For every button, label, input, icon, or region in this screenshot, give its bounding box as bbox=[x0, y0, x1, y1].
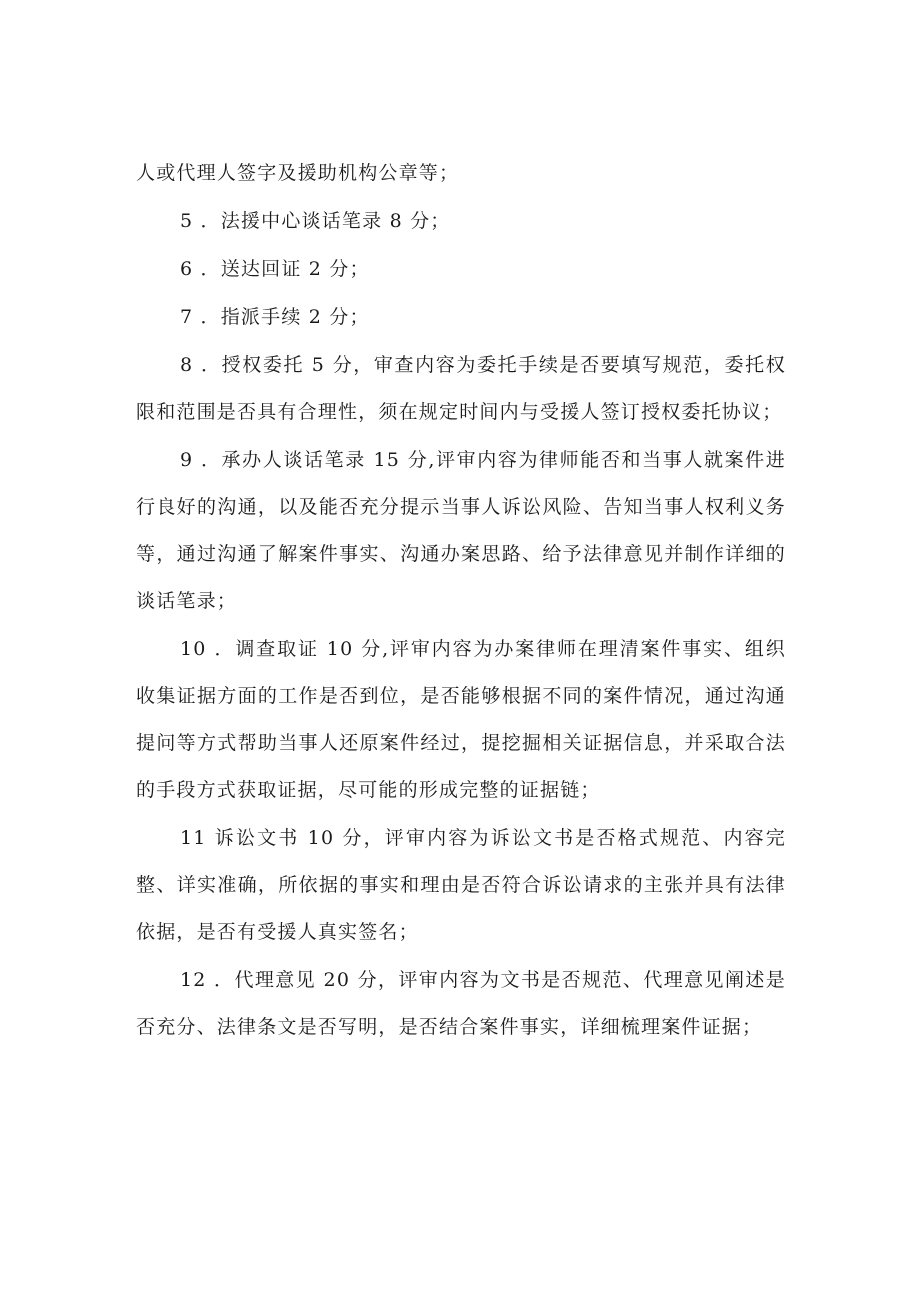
paragraph-continuation: 人或代理人签字及援助机构公章等； bbox=[136, 162, 460, 184]
paragraph-item-5: 5 ．法援中心谈话笔录 8 分； bbox=[180, 210, 451, 232]
paragraph-item-11: 11 诉讼文书 10 分，评审内容为诉讼文书是否格式规范、内容完整、详实准确，所依据的事实和理由是否符合诉讼请求的主张并具有法律依据，是否有受援人真实签名； bbox=[136, 827, 786, 943]
paragraph-item-8: 8 ．授权委托 5 分，审查内容为委托手续是否要填写规范，委托权限和范围是否具有合理性，须在规定时间内与受援人签订授权委托协议； bbox=[136, 354, 786, 423]
paragraph-item-12: 12 ．代理意见 20 分，评审内容为文书是否规范、代理意见阐述是否充分、法律条文是否写明，是否结合案件事实，详细梳理案件证据； bbox=[136, 969, 786, 1038]
paragraph-item-9: 9 ．承办人谈话笔录 15 分,评审内容为律师能否和当事人就案件进行良好的沟通，以及能否充分提示当事人诉讼风险、告知当事人权利义务等，通过沟通了解案件事实、沟通办案思路、给予法律意见并制作详细的谈话笔录； bbox=[136, 449, 786, 612]
paragraph-item-6: 6 ．送达回证 2 分； bbox=[180, 258, 370, 280]
document-body bbox=[136, 150, 786, 1052]
paragraph-item-7: 7 ．指派手续 2 分； bbox=[180, 306, 370, 328]
paragraph-item-10: 10 ．调查取证 10 分,评审内容为办案律师在理清案件事实、组织收集证据方面的工作是否到位，是否能够根据不同的案件情况，通过沟通提问等方式帮助当事人还原案件经过，提挖掘相关证据信息，并采取合法的手段方式获取证据，尽可能的形成完整的证据链； bbox=[136, 638, 786, 801]
